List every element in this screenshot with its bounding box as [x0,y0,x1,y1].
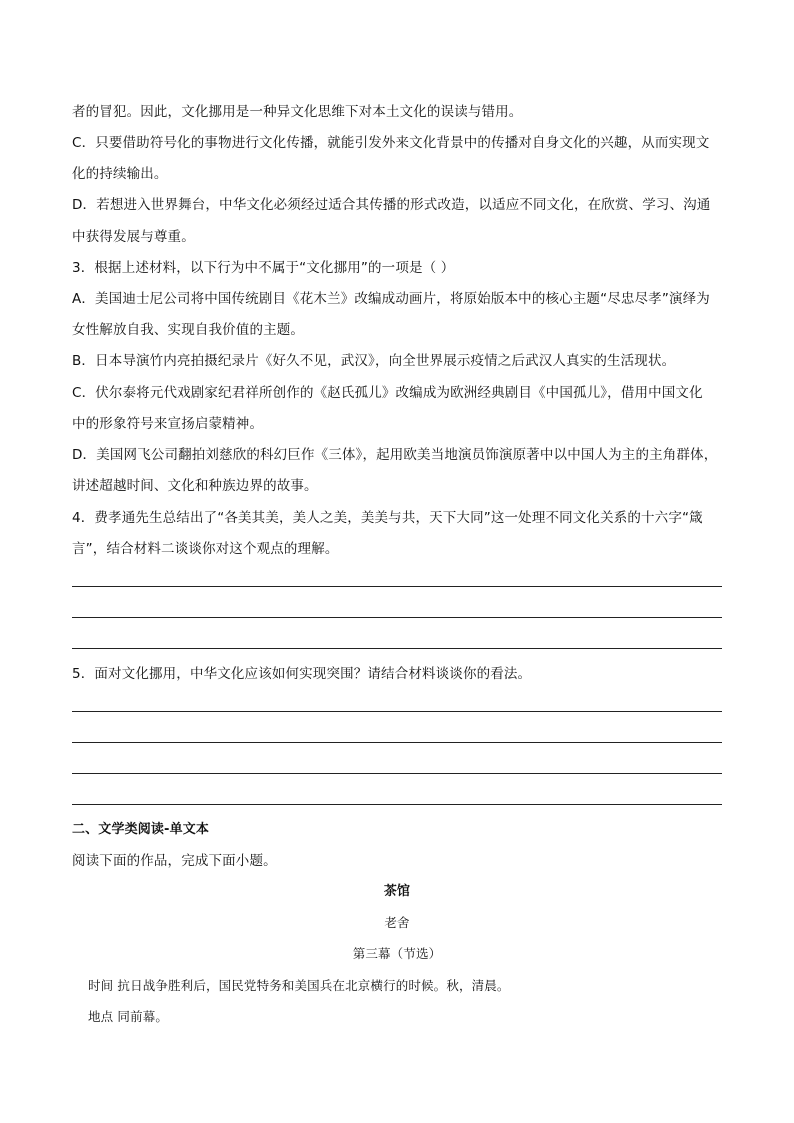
q3-option-a-line-1: A．美国迪士尼公司将中国传统剧目《花木兰》改编成动画片，将原始版本中的核心主题“尽忠尽孝”演绎为 [72,291,710,307]
work-title: 茶馆 [383,884,411,899]
q2-option-d-line-2: 中获得发展与尊重。 [72,229,195,245]
q3-option-d-line-1: D．美国网飞公司翻拍刘慈欣的科幻巨作《三体》，起用欧美当地演员饰演原著中以中国人为主的主角群体， [72,447,718,463]
section-heading: 二、文学类阅读-单文本 [72,822,210,837]
q3-option-b: B．日本导演竹内亮拍摄纪录片《好久不见，武汉》，向全世界展示疫情之后武汉人真实的生活现状。 [72,353,676,369]
q5-answer-line[interactable] [72,742,722,743]
work-author: 老舍 [384,915,410,930]
q2-option-d-line-1: D．若想进入世界舞台，中华文化必须经过适合其传播的形式改造，以适应不同文化，在欣赏、学习、沟通 [72,197,711,213]
q3-option-c-line-2: 中的形象符号来宣扬启蒙精神。 [72,416,264,432]
q4-answer-line[interactable] [72,586,722,587]
script-time-line: 时间 抗日战争胜利后，国民党特务和美国兵在北京横行的时候。秋，清晨。 [88,978,510,993]
q3-option-c-line-1: C．伏尔泰将元代戏剧家纪君祥所创作的《赵氏孤儿》改编成为欧洲经典剧目《中国孤儿》，借用中国文化 [72,385,703,401]
script-place-line: 地点 同前幕。 [88,1009,169,1024]
q2-option-b-continued: 者的冒犯。因此，文化挪用是一种异文化思维下对本土文化的误读与错用。 [72,104,523,120]
q4-answer-line[interactable] [72,648,722,649]
q5-answer-line[interactable] [72,773,722,774]
q4-stem-line-1: 4．费孝通先生总结出了“各美其美，美人之美，美美与共，天下大同”这一处理不同文化关系的十六字“箴 [72,510,703,526]
q3-option-d-line-2: 讲述超越时间、文化和种族边界的故事。 [72,478,318,494]
section-instruction: 阅读下面的作品，完成下面小题。 [72,853,277,869]
q5-answer-line[interactable] [72,711,722,712]
act-heading: 第三幕（节选） [352,946,442,961]
q4-stem-line-2: 言”，结合材料二谈谈你对这个观点的理解。 [72,541,339,557]
q3-option-a-line-2: 女性解放自我、实现自我价值的主题。 [72,322,305,338]
q5-answer-line[interactable] [72,804,722,805]
q3-stem: 3．根据上述材料，以下行为中不属于“文化挪用”的一项是（ ） [72,260,455,276]
q2-option-c-line-2: 化的持续输出。 [72,166,168,182]
q4-answer-line[interactable] [72,617,722,618]
q5-stem: 5．面对文化挪用，中华文化应该如何实现突围？请结合材料谈谈你的看法。 [72,666,532,682]
q2-option-c-line-1: C．只要借助符号化的事物进行文化传播，就能引发外来文化背景中的传播对自身文化的兴趣，从而实现文 [72,135,710,151]
